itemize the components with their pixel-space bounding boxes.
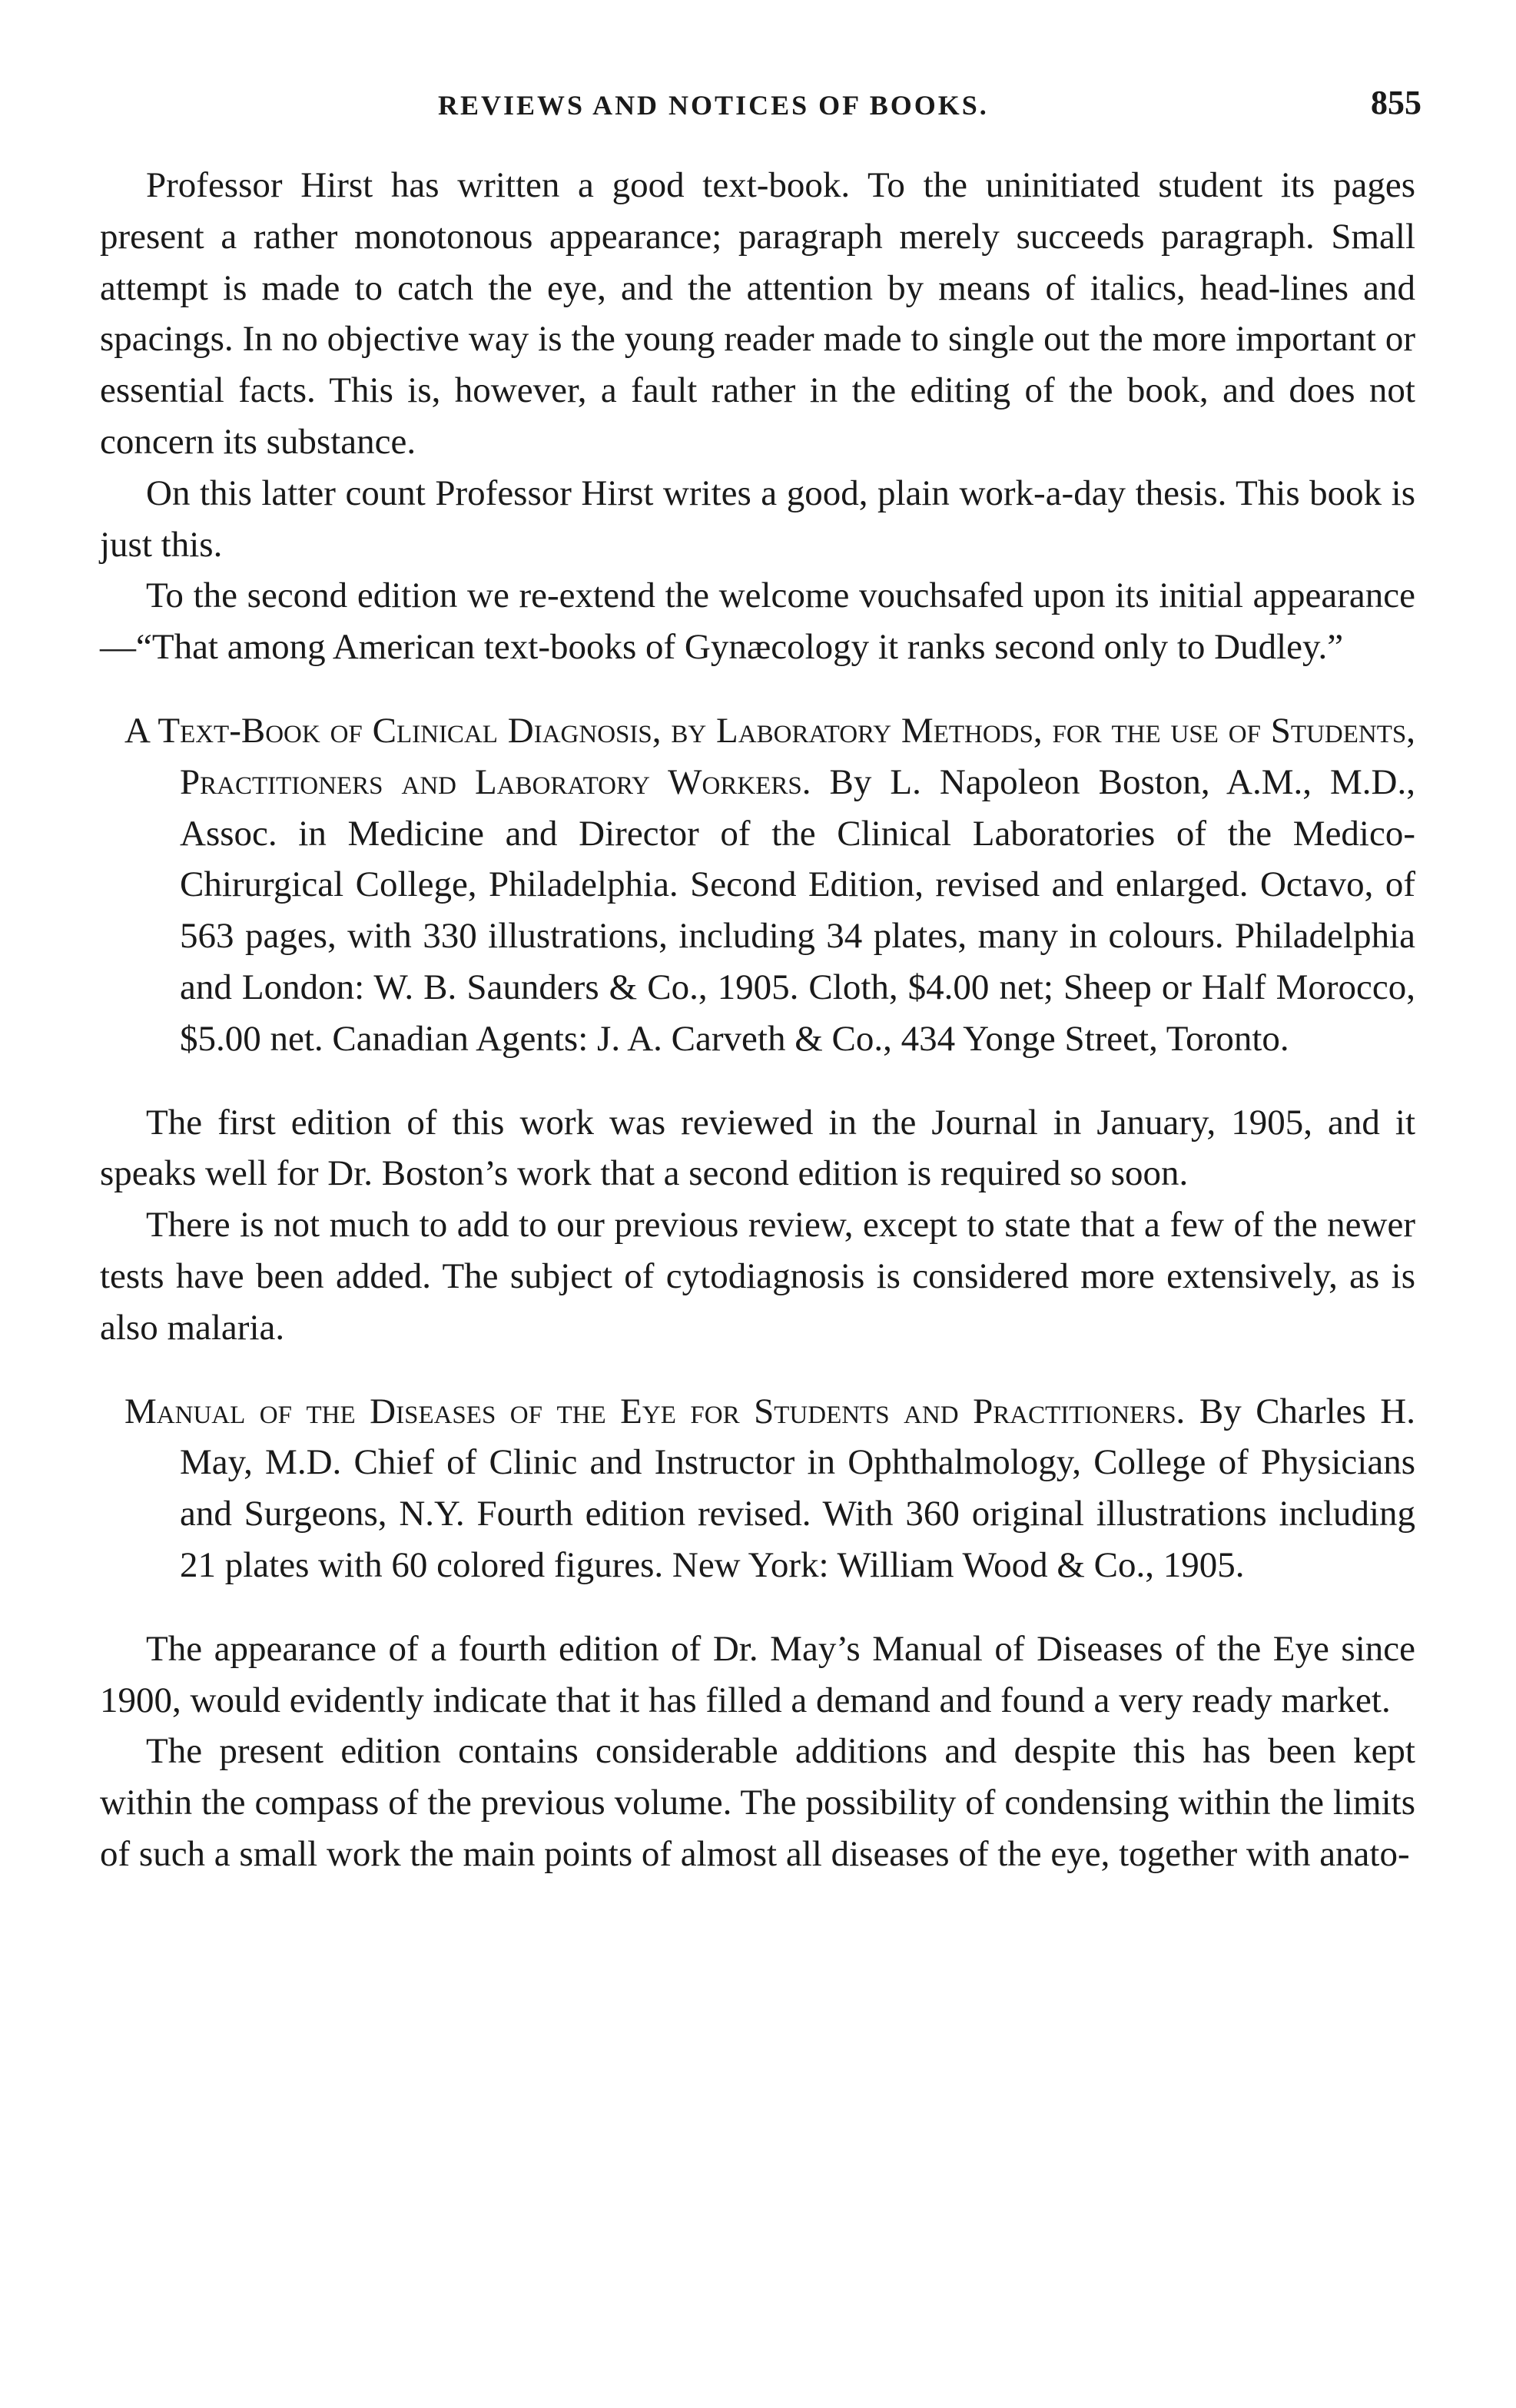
boston-review-paragraph-2: There is not much to add to our previous review, except to state that a few of the newer tests have been added. The subject of cytodiagnosis is considered more extensively, as is also malaria. [100, 1205, 1415, 1348]
body-text [100, 160, 1415, 1880]
running-head [100, 83, 1421, 129]
boston-review-paragraph-1: The first edition of this work was reviewed in the Journal in January, 1905, and it speaks well for Dr. Boston’s work that a second edition is required so soon. [100, 1102, 1415, 1194]
may-review-paragraph-1: The appearance of a fourth edition of Dr. May’s Manual of Diseases of the Eye since 1900, would evidently indicate that it has filled a demand and found a very ready market. [100, 1628, 1415, 1720]
hirst-review-paragraph-1: Professor Hirst has written a good text-book. To the uninitiated student its pages present a rather monotonous appearance; paragraph merely succeeds paragraph. Small attempt is made to catch the eye, and the attention by means of italics, head-lines and spacings. In no objective way is the young reader made to single out the more important or essential facts. This is, however, a fault rather in the editing of the book, and does not concern its substance. [100, 165, 1415, 462]
hirst-review-paragraph-3: To the second edition we re-extend the welcome vouchsafed upon its initial appearance—“That among American text-books of Gynæcology it ranks second only to Dudley.” [100, 575, 1415, 668]
book-details-may: By Charles H. May, M.D. Chief of Clinic and Instructor in Ophthalmology, College of Physicians and Surgeons, N.Y. Fourth edition revised. With 360 original illustrations including 21 plates with 60 colored figures. New York: William Wood & Co., 1905. [180, 1391, 1415, 1585]
book-details-boston: By L. Napoleon Boston, A.M., M.D., Assoc. in Medicine and Director of the Clinical Laboratories of the Medico-Chirurgical College, Philadelphia. Second Edition, revised and enlarged. Octavo, of 563 pages, with 330 illustrations, including 34 plates, many in colours. Philadelphia and London: W. B. Saunders & Co., 1905. Cloth, $4.00 net; Sheep or Half Morocco, $5.00 net. Canadian Agents: J. A. Carveth & Co., 434 Yonge Street, Toronto. [180, 761, 1415, 1059]
hirst-review-paragraph-2: On this latter count Professor Hirst writes a good, plain work-a-day thesis. This book is just this. [100, 473, 1415, 565]
book-entry-boston [100, 705, 1415, 1065]
running-title: REVIEWS AND NOTICES OF BOOKS. [438, 90, 989, 121]
section-gap [100, 673, 1415, 705]
page-number: 855 [1371, 84, 1421, 121]
book-title-boston: A Text-Book of Clinical Diagnosis, by Laboratory Methods, for the use of Students, Practitioners and Laboratory Workers. [124, 710, 1415, 802]
section-gap [100, 1591, 1415, 1624]
book-entry-may [100, 1386, 1415, 1591]
book-title-may: Manual of the Diseases of the Eye for Students and Practitioners. [124, 1391, 1186, 1431]
section-gap [100, 1065, 1415, 1097]
section-gap [100, 1354, 1415, 1386]
may-review-paragraph-2: The present edition contains considerable additions and despite this has been kept within the compass of the previous volume. The possibility of condensing within the limits of such a small work the main points of almost all diseases of the eye, together with anato- [100, 1731, 1415, 1874]
